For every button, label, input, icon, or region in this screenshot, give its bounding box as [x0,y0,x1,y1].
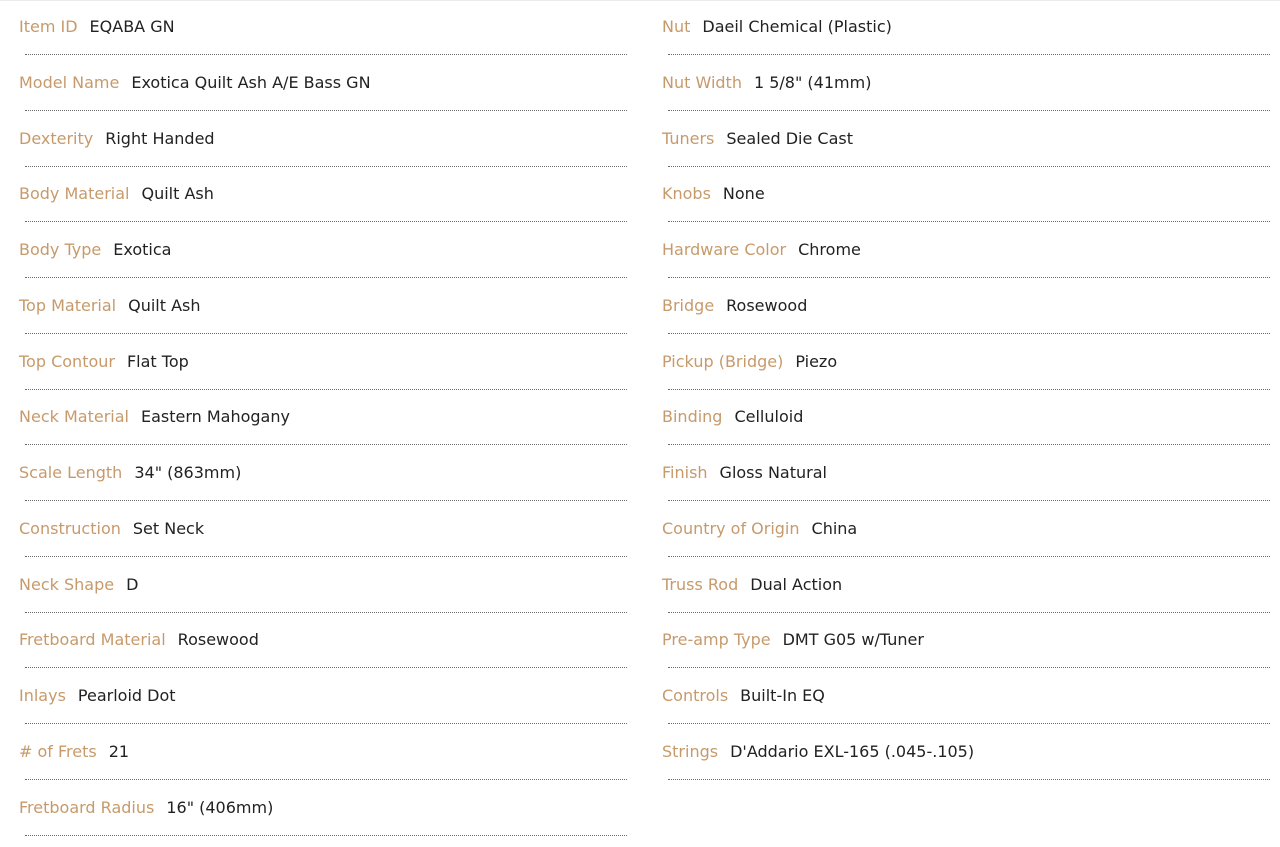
spec-value: 21 [108,741,130,761]
spec-row-model-name [19,56,627,112]
spec-row-tuners [662,112,1270,168]
spec-value: D [126,574,139,594]
spec-label: Strings [662,741,719,761]
spec-value: Exotica Quilt Ash A/E Bass GN [131,72,371,92]
spec-label: Body Type [19,240,102,259]
spec-value: Quilt Ash [141,184,214,204]
spec-label: Knobs [662,184,711,204]
spec-row-number-of-frets [19,725,627,781]
spec-label: Nut Width [662,72,742,92]
spec-value: Gloss Natural [719,463,827,482]
spec-row-controls [662,669,1270,725]
spec-row-knobs [662,167,1270,223]
spec-label: Tuners [662,128,715,148]
spec-label: Construction [19,518,121,538]
spec-row-nut [662,0,1270,56]
spec-value: Celluloid [734,407,804,427]
spec-value: Eastern Mahogany [140,407,290,427]
spec-label: Nut [662,17,691,36]
spec-row-body-material [19,167,627,223]
spec-value: EQABA GN [89,17,175,36]
spec-value: Right Handed [105,128,215,148]
spec-value: D'Addario EXL-165 (.045-.105) [730,741,975,761]
spec-value: Built-In EQ [740,686,825,705]
spec-row-pickup-bridge [662,335,1270,391]
row-divider [25,835,627,836]
spec-label: Pickup (Bridge) [662,351,784,371]
spec-row-inlays [19,669,627,725]
spec-value: Daeil Chemical (Plastic) [702,17,892,36]
spec-value: Rosewood [177,630,259,650]
spec-row-pre-amp-type [662,613,1270,669]
spec-row-bridge [662,279,1270,335]
spec-label: Item ID [19,17,78,36]
spec-row-truss-rod [662,558,1270,614]
spec-label: Binding [662,407,723,427]
spec-row-top-material [19,279,627,335]
spec-value: None [722,184,765,204]
spec-value: 1 5/8" (41mm) [753,72,872,92]
spec-value: Rosewood [726,295,808,315]
spec-label: Country of Origin [662,518,800,538]
spec-row-finish [662,446,1270,502]
spec-row-country-of-origin [662,502,1270,558]
spec-label: Top Contour [19,351,115,371]
spec-value: Sealed Die Cast [726,128,854,148]
spec-value: 34" (863mm) [134,463,242,482]
spec-label: Dexterity [19,128,94,148]
spec-label: Neck Shape [19,574,115,594]
spec-label: Truss Rod [662,574,739,594]
spec-row-nut-width [662,56,1270,112]
spec-label: Fretboard Radius [19,797,155,817]
spec-label: Top Material [19,295,117,315]
spec-label: Scale Length [19,463,123,482]
spec-row-body-type [19,223,627,279]
spec-row-item-id [19,0,627,56]
spec-value: Flat Top [126,351,189,371]
spec-value: Set Neck [132,518,205,538]
spec-row-hardware-color [662,223,1270,279]
spec-row-fretboard-material [19,613,627,669]
spec-value: Chrome [798,240,861,259]
spec-label: Bridge [662,295,715,315]
spec-value: Pearloid Dot [77,686,176,705]
spec-label: Inlays [19,686,66,705]
spec-row-top-contour [19,335,627,391]
spec-label: Controls [662,686,729,705]
row-divider [668,779,1270,780]
spec-row-neck-shape [19,558,627,614]
spec-value: Quilt Ash [128,295,201,315]
spec-value: Exotica [113,240,172,259]
spec-row-dexterity [19,112,627,168]
spec-label: Model Name [19,72,120,92]
spec-value: 16" (406mm) [166,797,274,817]
specs-column-left [19,0,627,836]
spec-value: Dual Action [750,574,843,594]
spec-value: DMT G05 w/Tuner [782,630,924,650]
spec-row-construction [19,502,627,558]
spec-label: Neck Material [19,407,129,427]
spec-label: Hardware Color [662,240,787,259]
spec-label: Pre-amp Type [662,630,771,650]
spec-row-binding [662,390,1270,446]
specs-column-right [662,0,1270,781]
spec-label: Fretboard Material [19,630,166,650]
spec-label: Finish [662,463,708,482]
spec-label: Body Material [19,184,130,204]
spec-value: Piezo [795,351,838,371]
spec-value: China [811,518,858,538]
spec-row-scale-length [19,446,627,502]
spec-row-fretboard-radius [19,781,627,837]
spec-label: # of Frets [19,741,97,761]
spec-row-neck-material [19,390,627,446]
spec-row-strings [662,725,1270,781]
